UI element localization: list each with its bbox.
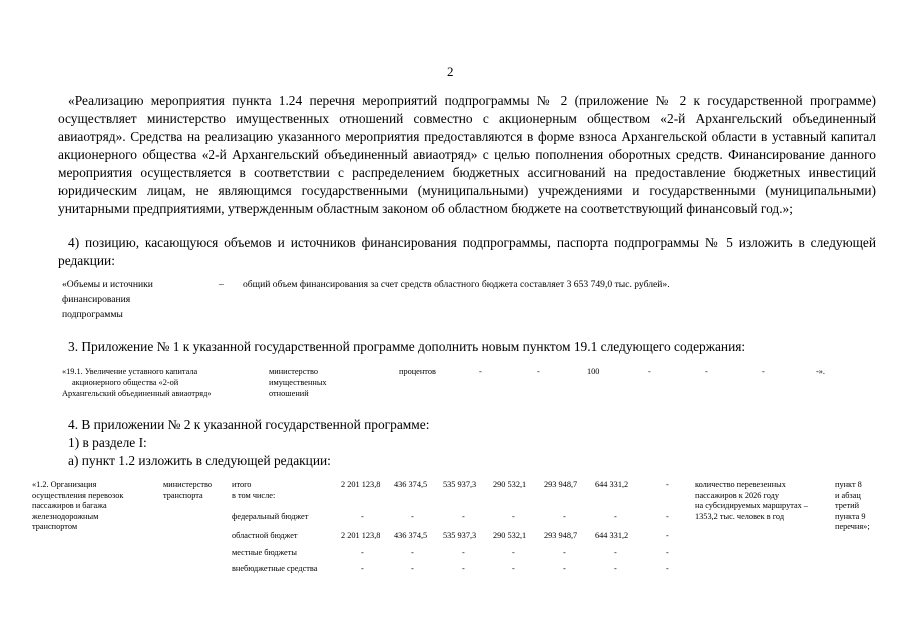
- row-1-2-name-line: железнодорожным: [32, 511, 99, 521]
- result-line: пассажиров к 2026 году: [695, 490, 779, 500]
- reference-line: и абзац: [835, 490, 861, 500]
- funding-value: -: [563, 512, 566, 521]
- funding-value: 436 374,5: [394, 480, 428, 489]
- funding-value: -: [666, 531, 669, 540]
- row-19-1-value: -: [648, 367, 651, 376]
- funding-value: -: [666, 480, 669, 489]
- funding-value: 644 331,2: [595, 531, 629, 540]
- reference-line: пункт 8: [835, 480, 862, 489]
- passport-value: общий объем финансирования за счет средств областного бюджета составляет 3 653 749,0 тыс. рублей».: [243, 279, 670, 290]
- funding-value: 290 532,1: [493, 531, 527, 540]
- funding-value: -: [361, 564, 364, 573]
- funding-value: -: [462, 564, 465, 573]
- row-19-1-value: 100: [587, 367, 600, 376]
- funding-value: 290 532,1: [493, 480, 527, 489]
- row-1-2-ministry-line: министерство: [163, 480, 213, 489]
- paragraph-2-text: 4) позицию, касающуюся объемов и источников финансирования подпрограммы, паспорта подпрограммы № 5 изложить в следующей редакции:: [58, 235, 876, 268]
- row-19-1-value: -: [479, 367, 482, 376]
- row-19-1-name-line: «19.1. Увеличение уставного капитала: [62, 367, 198, 376]
- passport-table: [62, 279, 852, 324]
- funding-value: 535 937,3: [443, 480, 477, 489]
- result-line: на субсидируемых маршрутах –: [695, 501, 809, 510]
- row-19-1-value: -».: [816, 367, 825, 376]
- funding-value: -: [411, 512, 414, 521]
- row-1-2-name-line: транспортом: [32, 522, 78, 531]
- row-19-1-value: -: [537, 367, 540, 376]
- funding-value: -: [512, 548, 515, 557]
- row-19-1-value: -: [762, 367, 765, 376]
- passport-dash: –: [219, 279, 224, 290]
- result-line: количество перевезенных: [695, 480, 786, 489]
- passport-label-line: подпрограммы: [62, 309, 123, 320]
- row-1-2-name-line: осуществления перевозок: [32, 490, 124, 500]
- section-3-heading: 3. Приложение № 1 к указанной государственной программе дополнить новым пунктом 19.1 следующего содержания:: [68, 339, 746, 354]
- funding-value: -: [563, 548, 566, 557]
- row-19-1-value: -: [705, 367, 708, 376]
- row-1-2-ministry-line: транспорта: [163, 490, 203, 500]
- result-line: 1353,2 тыс. человек в год: [695, 511, 785, 521]
- funding-row-label: местные бюджеты: [232, 548, 297, 557]
- row-1-2: [32, 480, 882, 580]
- funding-value: 293 948,7: [544, 480, 578, 489]
- funding-value: -: [666, 564, 669, 573]
- funding-row-label: внебюджетные средства: [232, 564, 318, 573]
- subsection-a: а) пункт 1.2 изложить в следующей редакции:: [68, 453, 331, 468]
- paragraph-aviation-funding: [58, 92, 876, 218]
- paragraph-1-text: «Реализацию мероприятия пункта 1.24 перечня мероприятий подпрограммы № 2 (приложение № 2 к государственной программе) осуществляет министерство имущественных отношений совместно с акционерным обществом «2-й Архангельский объединенный авиаотряд». Средства на реализацию указанного мероприятия предоставляются в форме взноса Архангельской области в уставный капитал акционерного общества «2-й Архангельский объединенный авиаотряд» с целью пополнения оборотных средств. Финансирование данного мероприятия осуществляется в соответствии с распределением бюджетных ассигнований на предоставление бюджетных инвестиций юридическим лицам, не являющимся государственными (муниципальными) учреждениями и государственными (муниципальными) унитарными предприятиями, утвержденным областным законом об областном бюджете на соответствующий финансовый год.»;: [58, 93, 876, 216]
- funding-value: -: [411, 548, 414, 557]
- funding-value: -: [614, 548, 617, 557]
- row-1-2-name-line: пассажиров и багажа: [32, 501, 107, 510]
- reference-line: третий: [835, 501, 860, 510]
- funding-value: 644 331,2: [595, 480, 629, 489]
- funding-row-label: итого: [232, 480, 252, 489]
- paragraph-passport-change: [58, 234, 876, 270]
- funding-value: -: [512, 512, 515, 521]
- funding-value: -: [361, 512, 364, 521]
- funding-value: 535 937,3: [443, 531, 477, 540]
- funding-row-label: федеральный бюджет: [232, 512, 309, 521]
- row-19-1-name-line: акционерного общества «2-ой: [72, 378, 179, 387]
- row-19-1-unit: процентов: [399, 367, 436, 376]
- funding-value: -: [462, 548, 465, 557]
- funding-value: -: [512, 564, 515, 573]
- funding-value: -: [666, 512, 669, 521]
- row-19-1-ministry-line: министерство: [269, 367, 319, 376]
- row-19-1-ministry-line: отношений: [269, 389, 309, 398]
- subsection-1: 1) в разделе I:: [68, 435, 147, 450]
- reference-line: пункта 9: [835, 511, 866, 521]
- funding-value: -: [614, 564, 617, 573]
- funding-value: 436 374,5: [394, 531, 428, 540]
- funding-row-label: областной бюджет: [232, 531, 298, 540]
- row-19-1-name-line: Архангельский объединенный авиаотряд»: [62, 389, 212, 398]
- row-19-1-ministry-line: имущественных: [269, 378, 327, 387]
- funding-value: 2 201 123,8: [341, 480, 381, 489]
- page-number: 2: [447, 64, 454, 79]
- passport-label-line: «Объемы и источники: [62, 279, 153, 290]
- passport-label-line: финансирования: [62, 294, 131, 305]
- funding-value: -: [361, 548, 364, 557]
- funding-value: -: [563, 564, 566, 573]
- reference-line: перечня»;: [835, 522, 870, 531]
- funding-value: -: [411, 564, 414, 573]
- funding-value: -: [614, 512, 617, 521]
- funding-value: 293 948,7: [544, 531, 578, 540]
- section-4-heading: 4. В приложении № 2 к указанной государственной программе:: [68, 417, 430, 432]
- funding-value: -: [666, 548, 669, 557]
- funding-value: 2 201 123,8: [341, 531, 381, 540]
- funding-row-label: в том числе:: [232, 490, 276, 500]
- row-1-2-name-line: «1.2. Организация: [32, 480, 97, 489]
- funding-value: -: [462, 512, 465, 521]
- row-19-1: [62, 367, 842, 401]
